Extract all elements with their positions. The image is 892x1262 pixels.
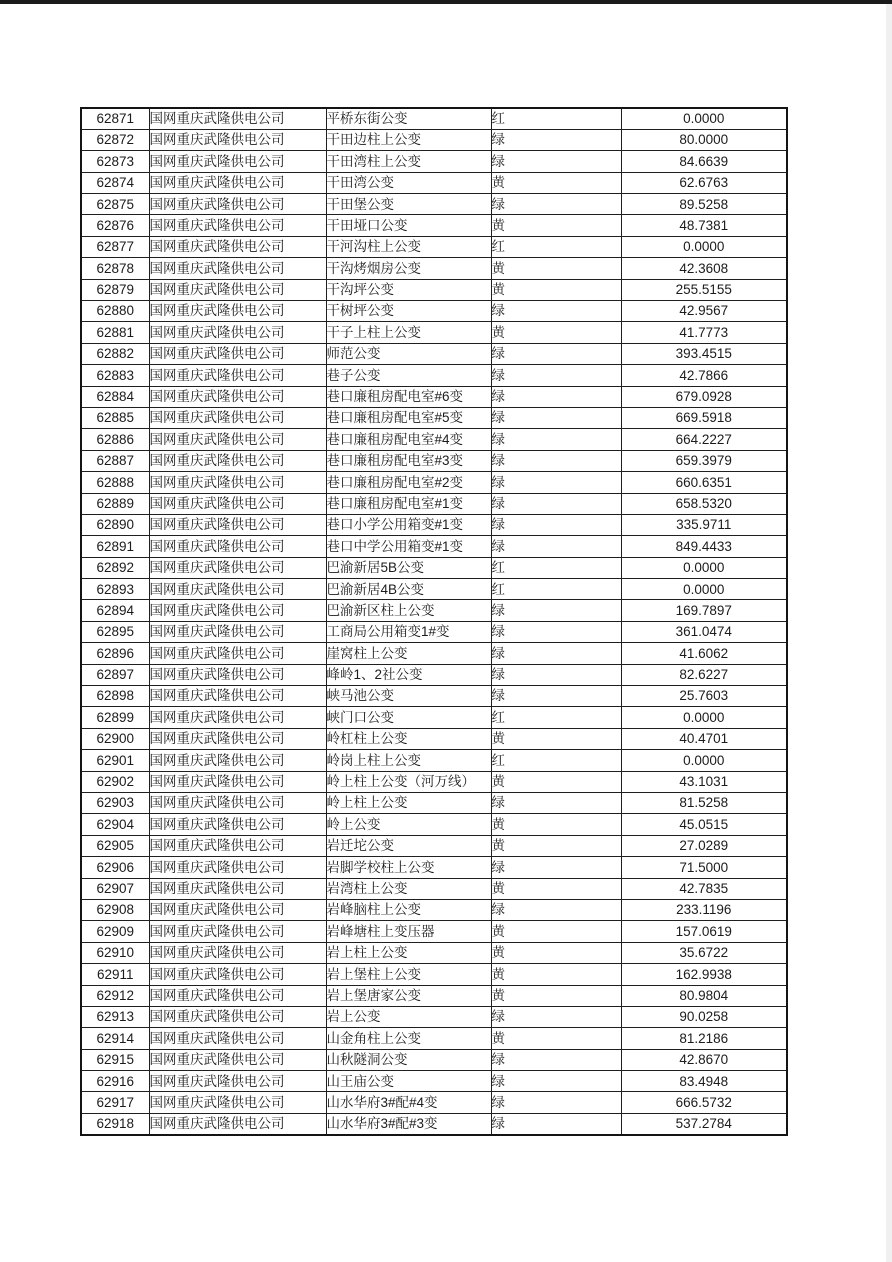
cell-station-name: 巷子公变 <box>326 365 491 386</box>
cell-company: 国网重庆武隆供电公司 <box>149 600 326 621</box>
cell-value: 84.6639 <box>621 151 787 172</box>
cell-id: 62902 <box>81 771 149 792</box>
cell-company: 国网重庆武隆供电公司 <box>149 557 326 578</box>
cell-value: 81.5258 <box>621 793 787 814</box>
cell-station-name: 峡门口公变 <box>326 707 491 728</box>
cell-station-name: 岩峰脑柱上公变 <box>326 899 491 920</box>
cell-value: 669.5918 <box>621 407 787 428</box>
table-row <box>81 1113 787 1134</box>
cell-id: 62879 <box>81 279 149 300</box>
cell-status-color: 黄 <box>491 771 621 792</box>
cell-id: 62873 <box>81 151 149 172</box>
cell-company: 国网重庆武隆供电公司 <box>149 301 326 322</box>
cell-value: 41.6062 <box>621 643 787 664</box>
table-row <box>81 1028 787 1049</box>
table-row <box>81 686 787 707</box>
table-row <box>81 728 787 749</box>
table-row <box>81 921 787 942</box>
cell-company: 国网重庆武隆供电公司 <box>149 365 326 386</box>
cell-company: 国网重庆武隆供电公司 <box>149 921 326 942</box>
table-row <box>81 407 787 428</box>
table-row <box>81 857 787 878</box>
cell-status-color: 绿 <box>491 386 621 407</box>
cell-value: 25.7603 <box>621 686 787 707</box>
cell-station-name: 岭杠柱上公变 <box>326 728 491 749</box>
cell-company: 国网重庆武隆供电公司 <box>149 493 326 514</box>
cell-station-name: 岭上柱上公变 <box>326 793 491 814</box>
cell-company: 国网重庆武隆供电公司 <box>149 686 326 707</box>
table-row <box>81 750 787 771</box>
cell-station-name: 巴渝新居4B公变 <box>326 579 491 600</box>
cell-id: 62901 <box>81 750 149 771</box>
cell-company: 国网重庆武隆供电公司 <box>149 514 326 535</box>
cell-status-color: 黄 <box>491 964 621 985</box>
cell-id: 62893 <box>81 579 149 600</box>
cell-company: 国网重庆武隆供电公司 <box>149 108 326 129</box>
cell-company: 国网重庆武隆供电公司 <box>149 835 326 856</box>
cell-company: 国网重庆武隆供电公司 <box>149 215 326 236</box>
cell-id: 62911 <box>81 964 149 985</box>
cell-status-color: 绿 <box>491 793 621 814</box>
cell-value: 62.6763 <box>621 172 787 193</box>
cell-id: 62910 <box>81 942 149 963</box>
table-row <box>81 600 787 621</box>
cell-id: 62904 <box>81 814 149 835</box>
cell-company: 国网重庆武隆供电公司 <box>149 194 326 215</box>
cell-id: 62894 <box>81 600 149 621</box>
cell-id: 62876 <box>81 215 149 236</box>
cell-id: 62916 <box>81 1071 149 1092</box>
cell-id: 62881 <box>81 322 149 343</box>
cell-id: 62896 <box>81 643 149 664</box>
cell-station-name: 岩湾柱上公变 <box>326 878 491 899</box>
cell-status-color: 红 <box>491 236 621 257</box>
cell-value: 82.6227 <box>621 664 787 685</box>
cell-status-color: 绿 <box>491 1071 621 1092</box>
cell-value: 71.5000 <box>621 857 787 878</box>
table-row <box>81 964 787 985</box>
cell-value: 393.4515 <box>621 343 787 364</box>
cell-value: 157.0619 <box>621 921 787 942</box>
cell-value: 83.4948 <box>621 1071 787 1092</box>
cell-status-color: 绿 <box>491 129 621 150</box>
table-row <box>81 194 787 215</box>
cell-value: 41.7773 <box>621 322 787 343</box>
cell-company: 国网重庆武隆供电公司 <box>149 343 326 364</box>
cell-company: 国网重庆武隆供电公司 <box>149 707 326 728</box>
cell-company: 国网重庆武隆供电公司 <box>149 964 326 985</box>
cell-value: 0.0000 <box>621 579 787 600</box>
cell-status-color: 黄 <box>491 835 621 856</box>
cell-value: 45.0515 <box>621 814 787 835</box>
cell-status-color: 绿 <box>491 600 621 621</box>
cell-id: 62898 <box>81 686 149 707</box>
cell-id: 62875 <box>81 194 149 215</box>
cell-id: 62909 <box>81 921 149 942</box>
cell-company: 国网重庆武隆供电公司 <box>149 1071 326 1092</box>
cell-id: 62888 <box>81 472 149 493</box>
cell-station-name: 师范公变 <box>326 343 491 364</box>
cell-id: 62884 <box>81 386 149 407</box>
table-row <box>81 429 787 450</box>
cell-value: 90.0258 <box>621 1006 787 1027</box>
cell-value: 81.2186 <box>621 1028 787 1049</box>
cell-company: 国网重庆武隆供电公司 <box>149 386 326 407</box>
cell-value: 42.7866 <box>621 365 787 386</box>
cell-status-color: 绿 <box>491 343 621 364</box>
cell-status-color: 黄 <box>491 1028 621 1049</box>
cell-id: 62883 <box>81 365 149 386</box>
cell-value: 0.0000 <box>621 557 787 578</box>
cell-station-name: 山水华府3#配#3变 <box>326 1113 491 1134</box>
table-row <box>81 536 787 557</box>
cell-value: 80.0000 <box>621 129 787 150</box>
cell-id: 62891 <box>81 536 149 557</box>
cell-value: 0.0000 <box>621 707 787 728</box>
cell-station-name: 巷口廉租房配电室#4变 <box>326 429 491 450</box>
cell-company: 国网重庆武隆供电公司 <box>149 985 326 1006</box>
table-row <box>81 643 787 664</box>
page-right-edge-strip <box>886 4 892 1262</box>
cell-status-color: 黄 <box>491 985 621 1006</box>
cell-company: 国网重庆武隆供电公司 <box>149 899 326 920</box>
cell-id: 62874 <box>81 172 149 193</box>
cell-station-name: 巷口廉租房配电室#2变 <box>326 472 491 493</box>
table-row <box>81 129 787 150</box>
cell-value: 80.9804 <box>621 985 787 1006</box>
cell-status-color: 绿 <box>491 151 621 172</box>
cell-value: 89.5258 <box>621 194 787 215</box>
cell-station-name: 干田垭口公变 <box>326 215 491 236</box>
cell-station-name: 巴渝新居5B公变 <box>326 557 491 578</box>
cell-station-name: 平桥东街公变 <box>326 108 491 129</box>
cell-id: 62887 <box>81 450 149 471</box>
cell-station-name: 峡马池公变 <box>326 686 491 707</box>
cell-id: 62890 <box>81 514 149 535</box>
cell-station-name: 巴渝新区柱上公变 <box>326 600 491 621</box>
table-row <box>81 579 787 600</box>
cell-value: 849.4433 <box>621 536 787 557</box>
cell-station-name: 干田湾柱上公变 <box>326 151 491 172</box>
table-row <box>81 279 787 300</box>
cell-id: 62889 <box>81 493 149 514</box>
cell-company: 国网重庆武隆供电公司 <box>149 236 326 257</box>
cell-station-name: 岩上堡唐家公变 <box>326 985 491 1006</box>
cell-station-name: 巷口中学公用箱变#1变 <box>326 536 491 557</box>
cell-value: 361.0474 <box>621 621 787 642</box>
cell-id: 62886 <box>81 429 149 450</box>
table-row <box>81 985 787 1006</box>
cell-company: 国网重庆武隆供电公司 <box>149 258 326 279</box>
cell-value: 27.0289 <box>621 835 787 856</box>
cell-company: 国网重庆武隆供电公司 <box>149 450 326 471</box>
cell-status-color: 黄 <box>491 814 621 835</box>
cell-status-color: 绿 <box>491 643 621 664</box>
cell-station-name: 巷口廉租房配电室#3变 <box>326 450 491 471</box>
cell-id: 62900 <box>81 728 149 749</box>
cell-value: 42.3608 <box>621 258 787 279</box>
cell-station-name: 峰岭1、2社公变 <box>326 664 491 685</box>
cell-status-color: 绿 <box>491 194 621 215</box>
cell-value: 659.3979 <box>621 450 787 471</box>
cell-station-name: 巷口小学公用箱变#1变 <box>326 514 491 535</box>
cell-company: 国网重庆武隆供电公司 <box>149 771 326 792</box>
cell-company: 国网重庆武隆供电公司 <box>149 857 326 878</box>
cell-status-color: 红 <box>491 579 621 600</box>
cell-station-name: 干树坪公变 <box>326 301 491 322</box>
cell-value: 35.6722 <box>621 942 787 963</box>
cell-status-color: 绿 <box>491 365 621 386</box>
cell-company: 国网重庆武隆供电公司 <box>149 279 326 300</box>
cell-id: 62885 <box>81 407 149 428</box>
cell-value: 0.0000 <box>621 108 787 129</box>
cell-station-name: 巷口廉租房配电室#5变 <box>326 407 491 428</box>
table-row <box>81 899 787 920</box>
cell-company: 国网重庆武隆供电公司 <box>149 643 326 664</box>
cell-station-name: 岩峰塘柱上变压器 <box>326 921 491 942</box>
cell-company: 国网重庆武隆供电公司 <box>149 878 326 899</box>
cell-id: 62877 <box>81 236 149 257</box>
table-row <box>81 236 787 257</box>
cell-station-name: 干田湾公变 <box>326 172 491 193</box>
cell-id: 62899 <box>81 707 149 728</box>
cell-value: 42.7835 <box>621 878 787 899</box>
table-row <box>81 365 787 386</box>
cell-station-name: 工商局公用箱变1#变 <box>326 621 491 642</box>
table-row <box>81 215 787 236</box>
cell-id: 62903 <box>81 793 149 814</box>
cell-status-color: 绿 <box>491 514 621 535</box>
cell-company: 国网重庆武隆供电公司 <box>149 1092 326 1113</box>
cell-company: 国网重庆武隆供电公司 <box>149 750 326 771</box>
table-body <box>81 108 787 1135</box>
cell-status-color: 绿 <box>491 1092 621 1113</box>
cell-station-name: 岭岗上柱上公变 <box>326 750 491 771</box>
cell-id: 62882 <box>81 343 149 364</box>
transformer-data-table <box>80 107 788 1136</box>
cell-value: 679.0928 <box>621 386 787 407</box>
cell-company: 国网重庆武隆供电公司 <box>149 322 326 343</box>
cell-value: 658.5320 <box>621 493 787 514</box>
cell-status-color: 黄 <box>491 921 621 942</box>
cell-status-color: 绿 <box>491 1113 621 1134</box>
cell-status-color: 黄 <box>491 942 621 963</box>
cell-company: 国网重庆武隆供电公司 <box>149 472 326 493</box>
cell-station-name: 山王庙公变 <box>326 1071 491 1092</box>
table-row <box>81 493 787 514</box>
table-row <box>81 151 787 172</box>
table-row <box>81 1071 787 1092</box>
cell-id: 62878 <box>81 258 149 279</box>
cell-id: 62918 <box>81 1113 149 1134</box>
cell-company: 国网重庆武隆供电公司 <box>149 664 326 685</box>
cell-company: 国网重庆武隆供电公司 <box>149 1049 326 1070</box>
table-row <box>81 1049 787 1070</box>
cell-id: 62915 <box>81 1049 149 1070</box>
cell-value: 162.9938 <box>621 964 787 985</box>
cell-station-name: 巷口廉租房配电室#6变 <box>326 386 491 407</box>
cell-company: 国网重庆武隆供电公司 <box>149 1028 326 1049</box>
cell-station-name: 干沟坪公变 <box>326 279 491 300</box>
table-row <box>81 793 787 814</box>
cell-value: 660.6351 <box>621 472 787 493</box>
table-row <box>81 557 787 578</box>
cell-status-color: 黄 <box>491 728 621 749</box>
cell-value: 664.2227 <box>621 429 787 450</box>
table-row <box>81 664 787 685</box>
table-row <box>81 835 787 856</box>
cell-company: 国网重庆武隆供电公司 <box>149 1113 326 1134</box>
cell-status-color: 红 <box>491 707 621 728</box>
cell-status-color: 红 <box>491 750 621 771</box>
table-row <box>81 472 787 493</box>
cell-id: 62912 <box>81 985 149 1006</box>
cell-company: 国网重庆武隆供电公司 <box>149 1006 326 1027</box>
cell-status-color: 绿 <box>491 301 621 322</box>
cell-status-color: 绿 <box>491 493 621 514</box>
cell-status-color: 绿 <box>491 536 621 557</box>
cell-station-name: 岩上堡柱上公变 <box>326 964 491 985</box>
table-row <box>81 1092 787 1113</box>
cell-station-name: 干河沟柱上公变 <box>326 236 491 257</box>
cell-station-name: 岩上公变 <box>326 1006 491 1027</box>
cell-id: 62897 <box>81 664 149 685</box>
cell-company: 国网重庆武隆供电公司 <box>149 429 326 450</box>
cell-status-color: 绿 <box>491 1006 621 1027</box>
cell-id: 62871 <box>81 108 149 129</box>
cell-status-color: 黄 <box>491 258 621 279</box>
cell-station-name: 干田边柱上公变 <box>326 129 491 150</box>
cell-station-name: 岩脚学校柱上公变 <box>326 857 491 878</box>
cell-station-name: 干沟烤烟房公变 <box>326 258 491 279</box>
cell-value: 40.4701 <box>621 728 787 749</box>
cell-id: 62907 <box>81 878 149 899</box>
cell-station-name: 岩上柱上公变 <box>326 942 491 963</box>
cell-value: 0.0000 <box>621 750 787 771</box>
table-row <box>81 878 787 899</box>
cell-value: 335.9711 <box>621 514 787 535</box>
cell-company: 国网重庆武隆供电公司 <box>149 151 326 172</box>
cell-value: 0.0000 <box>621 236 787 257</box>
cell-company: 国网重庆武隆供电公司 <box>149 172 326 193</box>
table-row <box>81 771 787 792</box>
cell-id: 62872 <box>81 129 149 150</box>
cell-status-color: 绿 <box>491 686 621 707</box>
cell-status-color: 绿 <box>491 664 621 685</box>
cell-station-name: 山秋隧洞公变 <box>326 1049 491 1070</box>
table-row <box>81 514 787 535</box>
cell-status-color: 绿 <box>491 857 621 878</box>
cell-company: 国网重庆武隆供电公司 <box>149 129 326 150</box>
cell-value: 537.2784 <box>621 1113 787 1134</box>
cell-station-name: 岩迁坨公变 <box>326 835 491 856</box>
cell-id: 62917 <box>81 1092 149 1113</box>
cell-status-color: 黄 <box>491 215 621 236</box>
cell-status-color: 黄 <box>491 322 621 343</box>
cell-id: 62908 <box>81 899 149 920</box>
cell-station-name: 崖窝柱上公变 <box>326 643 491 664</box>
cell-station-name: 岭上公变 <box>326 814 491 835</box>
table-row <box>81 322 787 343</box>
cell-id: 62880 <box>81 301 149 322</box>
cell-status-color: 绿 <box>491 621 621 642</box>
table-row <box>81 707 787 728</box>
cell-status-color: 绿 <box>491 429 621 450</box>
table-row <box>81 942 787 963</box>
cell-company: 国网重庆武隆供电公司 <box>149 621 326 642</box>
cell-value: 666.5732 <box>621 1092 787 1113</box>
cell-id: 62892 <box>81 557 149 578</box>
cell-company: 国网重庆武隆供电公司 <box>149 407 326 428</box>
cell-station-name: 巷口廉租房配电室#1变 <box>326 493 491 514</box>
cell-value: 43.1031 <box>621 771 787 792</box>
cell-value: 48.7381 <box>621 215 787 236</box>
cell-company: 国网重庆武隆供电公司 <box>149 728 326 749</box>
cell-company: 国网重庆武隆供电公司 <box>149 793 326 814</box>
cell-station-name: 山金角柱上公变 <box>326 1028 491 1049</box>
cell-id: 62914 <box>81 1028 149 1049</box>
cell-status-color: 黄 <box>491 172 621 193</box>
cell-status-color: 绿 <box>491 899 621 920</box>
table-row <box>81 172 787 193</box>
cell-id: 62905 <box>81 835 149 856</box>
table-row <box>81 343 787 364</box>
table-row <box>81 301 787 322</box>
cell-id: 62913 <box>81 1006 149 1027</box>
cell-company: 国网重庆武隆供电公司 <box>149 579 326 600</box>
cell-status-color: 黄 <box>491 878 621 899</box>
page-top-edge-line <box>0 0 892 4</box>
cell-status-color: 绿 <box>491 450 621 471</box>
cell-id: 62906 <box>81 857 149 878</box>
cell-station-name: 干田堡公变 <box>326 194 491 215</box>
table-row <box>81 621 787 642</box>
table-row <box>81 258 787 279</box>
table-row <box>81 108 787 129</box>
cell-company: 国网重庆武隆供电公司 <box>149 942 326 963</box>
cell-value: 255.5155 <box>621 279 787 300</box>
cell-status-color: 绿 <box>491 1049 621 1070</box>
table-row <box>81 1006 787 1027</box>
cell-status-color: 红 <box>491 557 621 578</box>
table-row <box>81 814 787 835</box>
cell-value: 42.9567 <box>621 301 787 322</box>
cell-status-color: 黄 <box>491 279 621 300</box>
table-row <box>81 386 787 407</box>
cell-id: 62895 <box>81 621 149 642</box>
cell-status-color: 绿 <box>491 407 621 428</box>
cell-status-color: 红 <box>491 108 621 129</box>
cell-company: 国网重庆武隆供电公司 <box>149 814 326 835</box>
cell-status-color: 绿 <box>491 472 621 493</box>
table-row <box>81 450 787 471</box>
cell-value: 42.8670 <box>621 1049 787 1070</box>
cell-value: 169.7897 <box>621 600 787 621</box>
cell-company: 国网重庆武隆供电公司 <box>149 536 326 557</box>
cell-station-name: 干子上柱上公变 <box>326 322 491 343</box>
cell-station-name: 山水华府3#配#4变 <box>326 1092 491 1113</box>
cell-value: 233.1196 <box>621 899 787 920</box>
cell-station-name: 岭上柱上公变（河万线） <box>326 771 491 792</box>
